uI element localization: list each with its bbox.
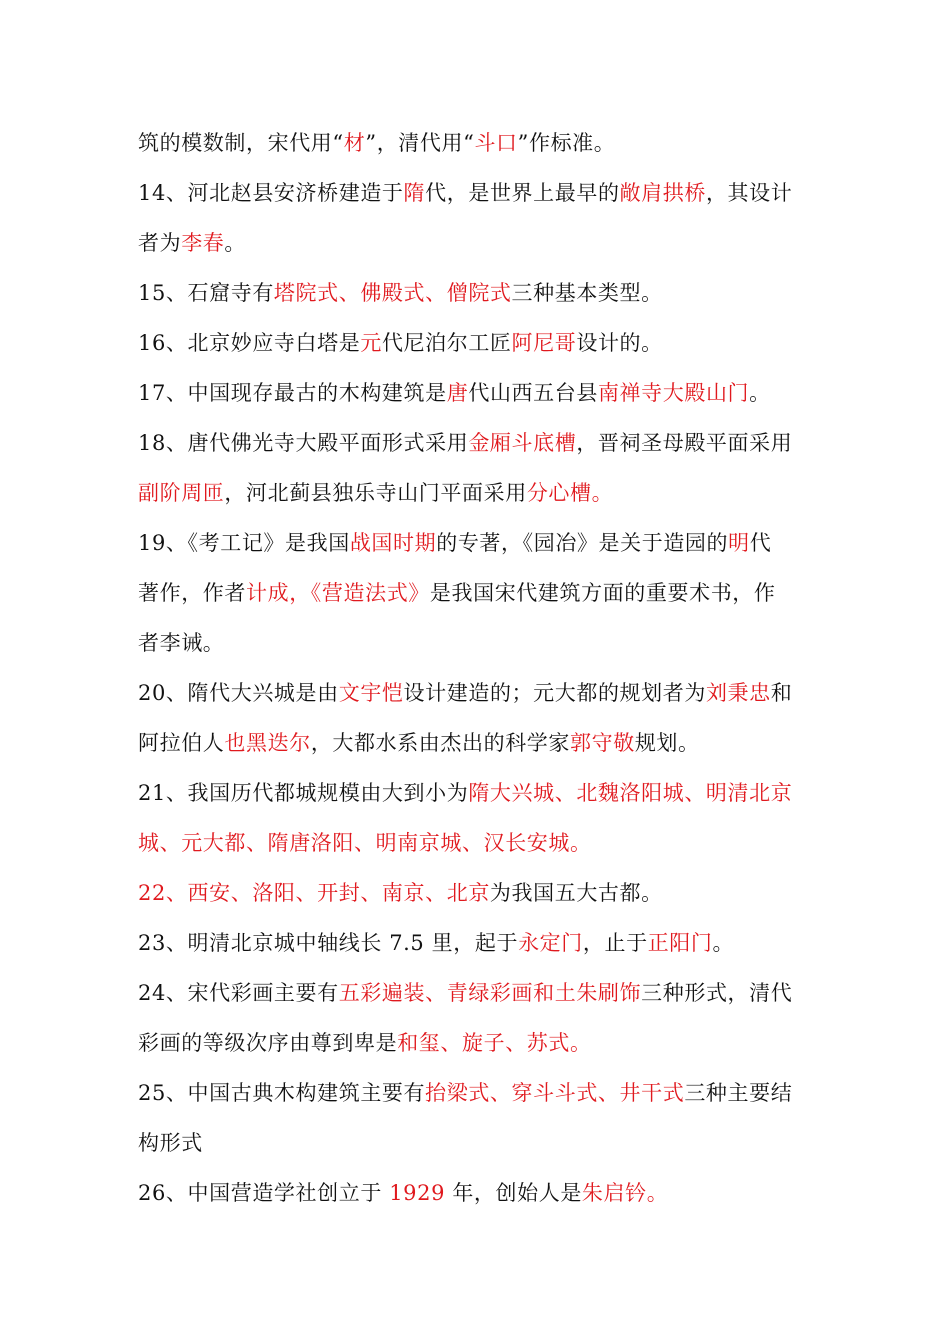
text-segment: 三种形式，清代: [641, 981, 793, 1005]
text-segment: 和: [770, 681, 793, 705]
text-segment: 彩画的等级次序由尊到卑是: [138, 1031, 398, 1055]
text-line: [138, 1068, 810, 1118]
highlighted-answer: 1929: [389, 1181, 446, 1205]
highlighted-answer: 材: [343, 131, 366, 155]
highlighted-answer: 塔院式、佛殿式、僧院式: [273, 281, 512, 305]
text-segment: ，大都水系由杰出的科学家: [310, 731, 571, 755]
text-segment: 15、石窟寺有: [138, 281, 274, 305]
highlighted-answer: 金厢斗底槽: [468, 431, 577, 455]
highlighted-answer: 敞肩拱桥: [619, 181, 706, 205]
text-segment: 构形式: [138, 1131, 203, 1155]
text-line: [138, 668, 810, 718]
highlighted-answer: 五彩遍装、青绿彩画和土朱刷饰: [338, 981, 642, 1005]
highlighted-answer: 永定门: [518, 931, 583, 955]
document-body: [138, 118, 810, 1218]
text-segment: ，河北蓟县独乐寺山门平面采用: [224, 481, 527, 505]
text-line: [138, 418, 810, 468]
text-segment: 19、《考工记》是我国: [138, 531, 350, 555]
text-segment: 17、中国现存最古的木构建筑是: [138, 381, 447, 405]
text-segment: 21、我国历代都城规模由大到小为: [138, 781, 469, 805]
text-line: [138, 168, 810, 218]
text-segment: 16、北京妙应寺白塔是: [138, 331, 361, 355]
highlighted-answer: 南禅寺大殿山门: [597, 381, 750, 405]
text-segment: 为我国五大古都。: [489, 881, 663, 905]
text-segment: ”作标准。: [517, 131, 616, 155]
text-segment: ，止于: [582, 931, 648, 955]
text-segment: ，晋祠圣母殿平面采用: [576, 431, 793, 455]
text-segment: 是我国宋代建筑方面的重要术书，作: [429, 581, 776, 605]
text-segment: 代: [749, 531, 772, 555]
text-segment: 14、河北赵县安济桥建造于: [138, 181, 404, 205]
text-segment: 代，是世界上最早的: [425, 181, 620, 205]
text-segment: 设计建造的；元大都的规划者为: [403, 681, 706, 705]
text-line: [138, 1118, 810, 1168]
text-segment: 。: [224, 231, 247, 255]
highlighted-answer: 22、西安、洛阳、开封、南京、北京: [138, 881, 490, 905]
highlighted-answer: 战国时期: [349, 531, 437, 555]
text-line: [138, 518, 810, 568]
text-line: [138, 568, 810, 618]
text-line: [138, 218, 810, 268]
highlighted-answer: 元: [360, 331, 382, 355]
text-segment: 25、中国古典木构建筑主要有: [138, 1081, 426, 1105]
highlighted-answer: 副阶周匝: [138, 481, 225, 505]
text-segment: 代山西五台县: [468, 381, 598, 405]
text-segment: ，其设计: [705, 181, 793, 205]
text-line: [138, 1168, 810, 1218]
text-segment: 代尼泊尔工匠: [381, 331, 512, 355]
text-segment: 的专著，《园冶》是关于造园的: [436, 531, 729, 555]
highlighted-answer: 分心槽。: [526, 481, 614, 505]
highlighted-answer: 和玺、旋子、苏式。: [397, 1031, 592, 1055]
highlighted-answer: 隋大兴城、北魏洛阳城、明清北京: [468, 781, 793, 805]
text-segment: 设计的。: [576, 331, 663, 355]
text-segment: 阿拉伯人: [138, 731, 225, 755]
text-line: [138, 968, 810, 1018]
text-line: [138, 718, 810, 768]
text-line: [138, 318, 810, 368]
highlighted-answer: 计成，《营造法式》: [246, 581, 430, 605]
highlighted-answer: 正阳门: [647, 931, 713, 955]
highlighted-answer: 朱启钤。: [581, 1181, 669, 1205]
highlighted-answer: 文宇恺: [338, 681, 404, 705]
highlighted-answer: 城、元大都、隋唐洛阳、明南京城、汉长安城。: [138, 831, 592, 855]
text-segment: 。: [749, 381, 771, 405]
text-segment: 三种主要结: [684, 1081, 793, 1105]
highlighted-answer: 刘秉忠: [705, 681, 771, 705]
text-segment: ”，清代用“: [365, 131, 475, 155]
text-segment: 26、中国营造学社创立于: [138, 1181, 390, 1205]
text-line: [138, 868, 810, 918]
text-segment: 年，创始人是: [445, 1181, 582, 1205]
text-line: [138, 818, 810, 868]
highlighted-answer: 抬梁式、穿斗斗式、井干式: [425, 1081, 685, 1105]
text-segment: 者为: [138, 231, 182, 255]
text-line: [138, 118, 810, 168]
highlighted-answer: 斗口: [474, 131, 518, 155]
highlighted-answer: 隋: [403, 181, 426, 205]
text-segment: 者李诫。: [138, 631, 225, 655]
text-segment: 著作，作者: [138, 581, 246, 605]
text-line: [138, 1018, 810, 1068]
text-line: [138, 468, 810, 518]
text-segment: 24、宋代彩画主要有: [138, 981, 339, 1005]
text-segment: 18、唐代佛光寺大殿平面形式采用: [138, 431, 469, 455]
text-line: [138, 368, 810, 418]
text-line: [138, 618, 810, 668]
text-segment: 三种基本类型。: [511, 281, 663, 305]
text-segment: 。: [712, 931, 735, 955]
highlighted-answer: 唐: [446, 381, 469, 405]
highlighted-answer: 郭守敬: [570, 731, 635, 755]
text-line: [138, 918, 810, 968]
text-segment: 20、隋代大兴城是由: [138, 681, 339, 705]
highlighted-answer: 明: [728, 531, 750, 555]
text-line: [138, 768, 810, 818]
text-line: [138, 268, 810, 318]
text-segment: 23、明清北京城中轴线长 7.5 里，起于: [138, 931, 519, 955]
highlighted-answer: 阿尼哥: [511, 331, 577, 355]
text-segment: 筑的模数制，宋代用“: [138, 131, 344, 155]
text-segment: 规划。: [634, 731, 700, 755]
highlighted-answer: 也黑迭尔: [224, 731, 311, 755]
highlighted-answer: 李春: [181, 231, 225, 255]
